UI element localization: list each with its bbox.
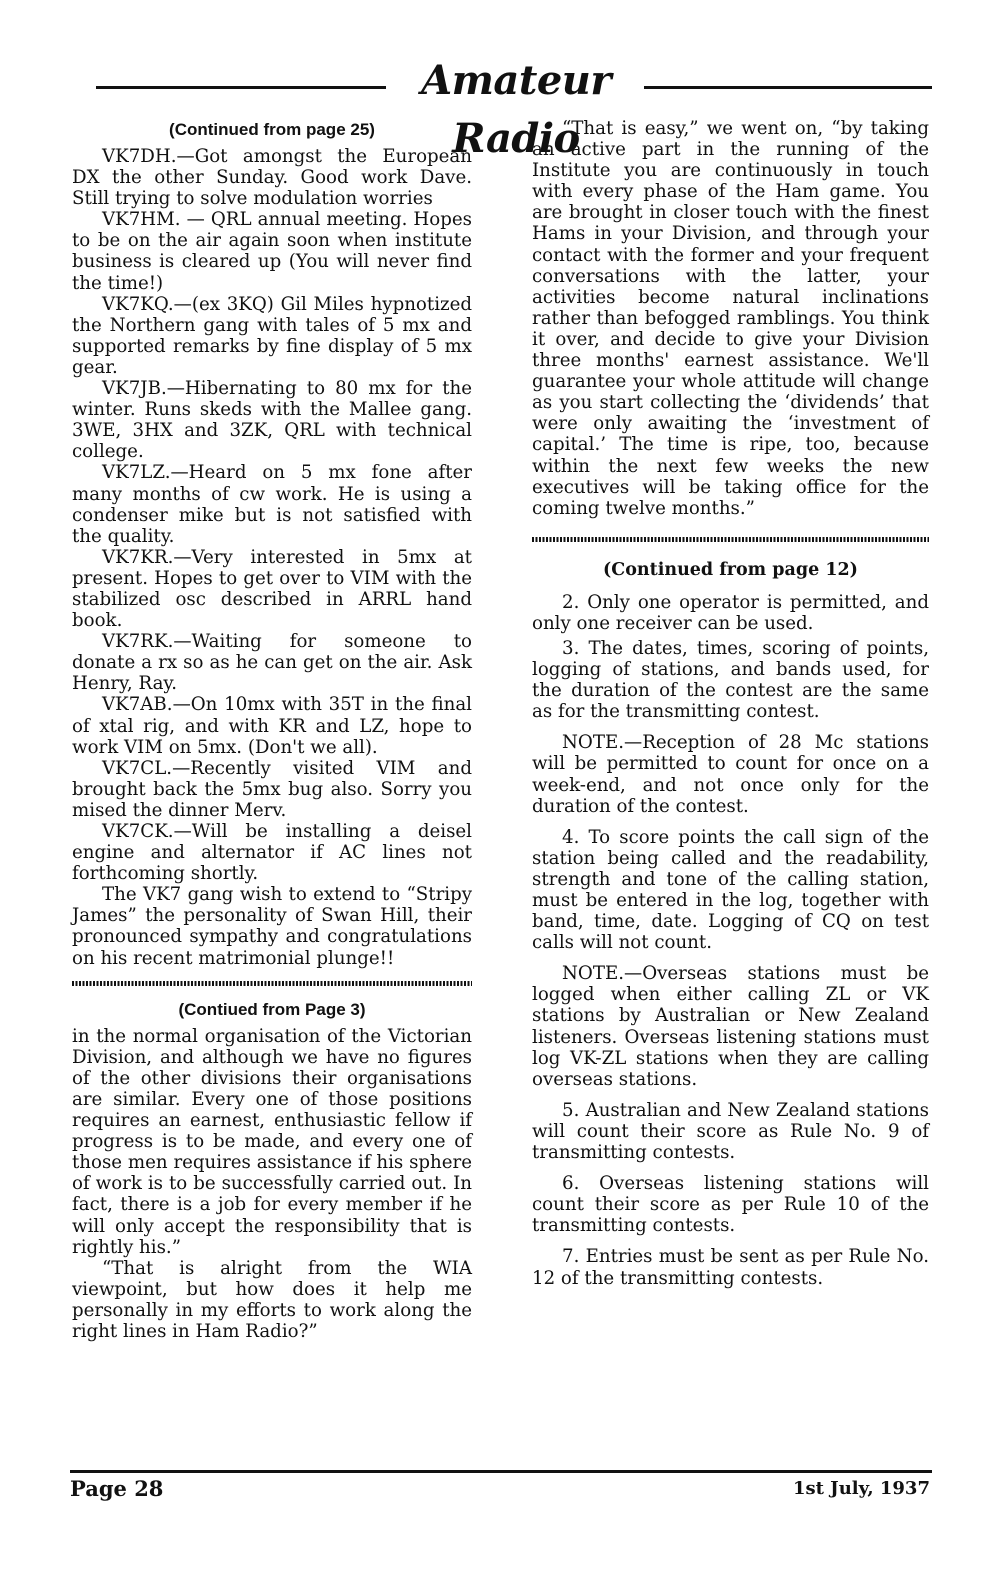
continued-heading-page-3: (Contiued from Page 3) bbox=[178, 999, 366, 1019]
section-divider bbox=[72, 981, 472, 986]
page-number: Page 28 bbox=[70, 1476, 164, 1501]
news-item-vk7hm: VK7HM. — QRL annual meeting. Hopes to be on the air again soon when institute business is cleared up (You will never find the time!) bbox=[72, 209, 472, 294]
news-item-vk7dh: VK7DH.—Got amongst the European DX the other Sunday. Good work Dave. Still trying to solve modulation worries bbox=[72, 146, 472, 210]
news-item-vk7ab: VK7AB.—On 10mx with 35T in the final of xtal rig, and with KR and LZ, hope to work VIM on 5mx. (Don't we all). bbox=[72, 694, 472, 758]
news-item-vk7lz: VK7LZ.—Heard on 5 mx fone after many months of cw work. He is using a condenser mike but is not satisfied with the quality. bbox=[72, 462, 472, 547]
issue-date: 1st July, 1937 bbox=[792, 1478, 930, 1499]
news-item-vk7cl: VK7CL.—Recently visited VIM and brought back the 5mx bug also. Sorry you mised the dinner Merv. bbox=[72, 757, 472, 821]
left-column bbox=[72, 118, 472, 1342]
contest-note-28mc: NOTE.—Reception of 28 Mc stations will be permitted to count for once on a week-end, and not once only for the duration of the contest. bbox=[532, 732, 929, 817]
continued-heading-page-25: (Continued from page 25) bbox=[169, 120, 375, 139]
contest-rule-6: 6. Overseas listening stations will count their score as per Rule 10 of the transmitting contests. bbox=[532, 1173, 929, 1237]
masthead-rule-right bbox=[644, 86, 932, 89]
news-item-vk7jb: VK7JB.—Hibernating to 80 mx for the winter. Runs skeds with the Mallee gang. 3WE, 3HX and 3ZK, QRL with technical college. bbox=[72, 378, 472, 463]
masthead-rule-left bbox=[96, 86, 386, 89]
article-paragraph: “That is easy,” we went on, “by taking an active part in the running of the Institute you are continuously in touch with every phase of the Ham game. You are brought in closer touch with the finest Hams in your Division, and through your contact with the former and your frequent conversations with the latter, your activities become natural inclinations rather than befogged ramblings. You think it over, and decide to give your Division three months' earnest assistance. We'll guarantee your whole attitude will change as you start collecting the ‘dividends’ that were only awaiting the ‘investment of capital.’ The time is ripe, too, because within the next few weeks the new executives will be taking office for the coming twelve months.” bbox=[532, 118, 929, 519]
news-item-vk7-gang: The VK7 gang wish to extend to “Stripy James” the personality of Swan Hill, their pronounced sympathy and congratulations on his recent matrimonial plunge!! bbox=[72, 884, 472, 969]
contest-rule-5: 5. Australian and New Zealand stations will count their score as Rule No. 9 of transmitting contests. bbox=[532, 1099, 929, 1164]
contest-rule-7: 7. Entries must be sent as per Rule No. 12 of the transmitting contests. bbox=[532, 1246, 929, 1289]
news-item-vk7ck: VK7CK.—Will be installing a deisel engine and alternator if AC lines not forthcoming shortly. bbox=[72, 821, 472, 885]
article-paragraph: “That is alright from the WIA viewpoint, but how does it help me personally in my efforts to work along the right lines in Ham Radio?” bbox=[72, 1257, 472, 1342]
publication-title: Amateur Radio bbox=[421, 57, 611, 162]
right-column bbox=[532, 118, 929, 1289]
news-item-vk7kr: VK7KR.—Very interested in 5mx at present. Hopes to get over to VIM with the stabilized osc described in ARRL hand book. bbox=[72, 546, 472, 632]
contest-rule-3: 3. The dates, times, scoring of points, logging of stations, and bands used, for the duration of the contest are the same as for the transmitting contest. bbox=[532, 637, 929, 723]
contest-rule-4: 4. To score points the call sign of the station being called and the readability, strength and tone of the calling station, must be entered in the log, together with band, time, date. Logging of CQ on test calls will not count. bbox=[532, 826, 929, 954]
contest-rule-2: 2. Only one operator is permitted, and only one receiver can be used. bbox=[532, 591, 929, 634]
section-divider bbox=[532, 537, 929, 542]
contest-note-overseas: NOTE.—Overseas stations must be logged when either calling ZL or VK stations by Australian or New Zealand listeners. Overseas listening stations must log VK-ZL stations when they are calling overseas stations. bbox=[532, 963, 929, 1090]
news-item-vk7rk: VK7RK.—Waiting for someone to donate a rx so as he can get on the air. Ask Henry, Ray. bbox=[72, 631, 472, 695]
continued-heading-page-12: (Continued from page 12) bbox=[603, 559, 858, 580]
footer-rule bbox=[70, 1470, 932, 1473]
news-item-vk7kq: VK7KQ.—(ex 3KQ) Gil Miles hypnotized the Northern gang with tales of 5 mx and supported remarks by fine display of 5 mx gear. bbox=[72, 293, 472, 378]
article-paragraph: in the normal organisation of the Victorian Division, and although we have no figures of the other divisions their organisations are similar. Every one of those positions requires an earnest, enthusiastic fellow if progress is to be made, and every one of those men requires assistance if his sphere of work is to be successfully carried out. In fact, there is a job for every member if he will only accept the responsibility that is rightly his.” bbox=[72, 1025, 472, 1258]
